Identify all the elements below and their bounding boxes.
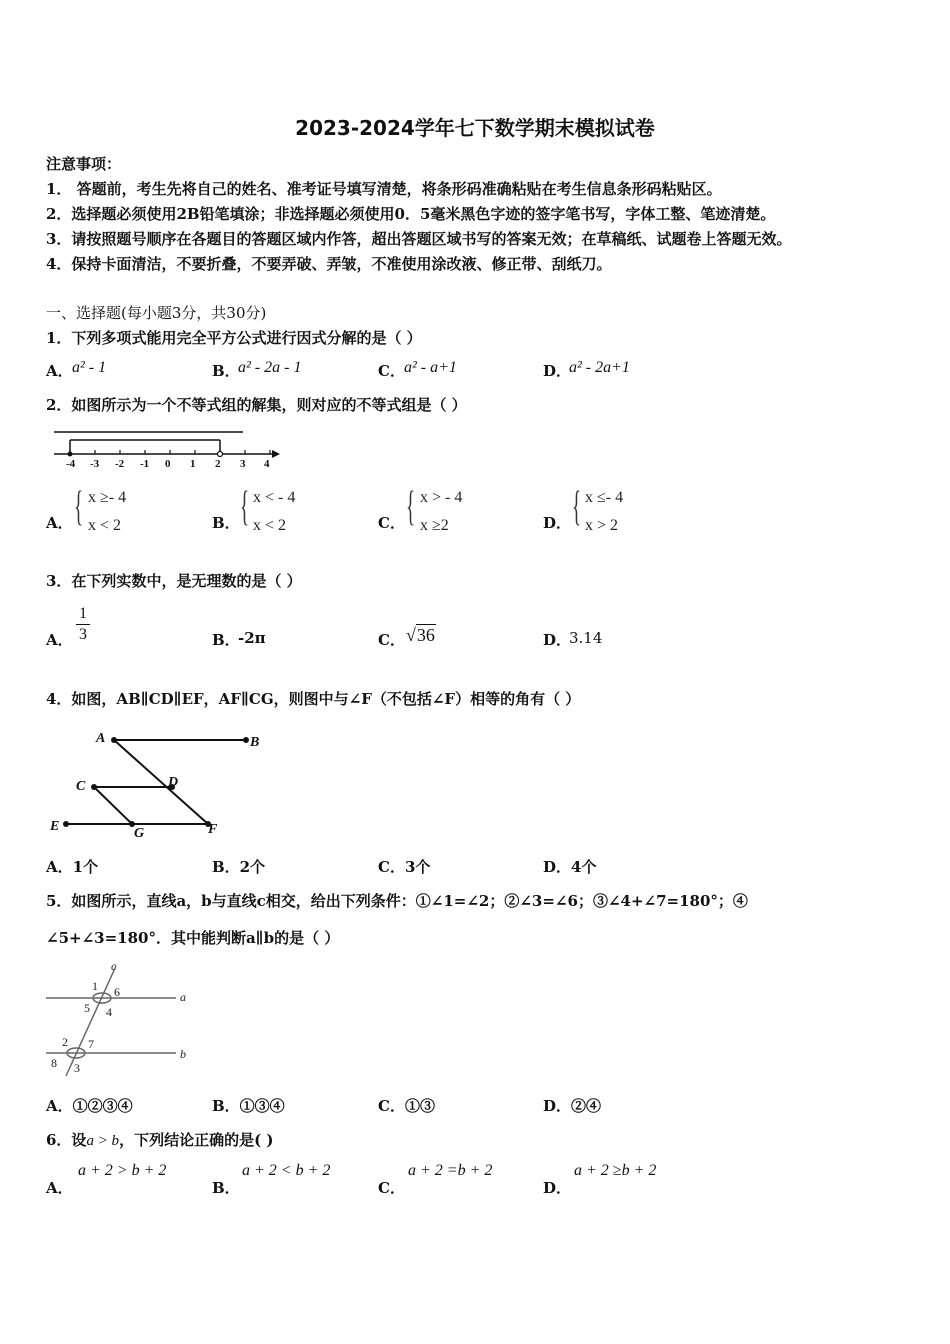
q4-option-c: C．3个	[378, 858, 431, 876]
q1-option-a: a² - 1	[72, 359, 107, 376]
q6-option-d-label: D．	[543, 1179, 572, 1197]
brace-icon: {	[572, 484, 582, 530]
angle-label: 5	[84, 1001, 90, 1015]
angle-label: 4	[106, 1005, 112, 1019]
q6-option-b: a + 2 < b + 2	[242, 1162, 331, 1179]
point-label: B	[250, 735, 260, 750]
q3-option-c-label: C．	[378, 631, 405, 649]
q2-option-b-system	[253, 484, 295, 540]
inequality: x < 2	[253, 517, 287, 534]
point-label: D	[168, 775, 179, 790]
q6-option-c: a + 2 =b + 2	[408, 1162, 493, 1179]
sqrt-icon: √	[406, 625, 416, 645]
q1-option-d: a² - 2a+1	[569, 359, 630, 376]
q1-option-c: a² - a+1	[404, 359, 457, 376]
q4-stem: 4．如图，AB∥CD∥EF，AF∥CG，则图中与∠F（不包括∠F）相等的角有（ ）	[46, 690, 581, 708]
notice-item: 4．保持卡面清洁，不要折叠，不要弄破、弄皱，不准使用涂改液、修正带、刮纸刀。	[46, 255, 612, 273]
tick-label: -3	[90, 458, 100, 470]
q2-option-d-system	[585, 484, 623, 540]
q3-option-d: 3.14	[569, 629, 603, 647]
angle-label: 8	[51, 1056, 57, 1070]
inequality: x < 2	[88, 517, 122, 534]
notice-heading: 注意事项：	[46, 155, 122, 173]
brace-icon: {	[74, 484, 84, 530]
q5-option-c: C．①③	[378, 1097, 435, 1115]
point-label: A	[96, 731, 106, 746]
tick-label: -4	[66, 458, 76, 470]
angle-label: 1	[92, 979, 98, 993]
q4-option-a: A．1个	[46, 858, 99, 876]
q2-option-d-label: D．	[543, 514, 572, 532]
q6-stem	[46, 1129, 273, 1150]
q4-option-b: B．2个	[212, 858, 266, 876]
point-a	[111, 737, 117, 743]
q4-option-d: D．4个	[543, 858, 597, 876]
tick-label: 1	[190, 458, 196, 470]
point-label: C	[76, 779, 86, 794]
notice-item: 3．请按照题号顺序在各题目的答题区域内作答，超出答题区域书写的答案无效；在草稿纸、试题卷上答题无效。	[46, 230, 792, 248]
tick-label: 0	[165, 458, 171, 470]
radicand: 36	[416, 625, 435, 645]
q5-option-d: D．②④	[543, 1097, 602, 1115]
fraction-denominator: 3	[76, 624, 90, 645]
point-e	[63, 821, 69, 827]
point-c	[91, 784, 97, 790]
inequality: x > - 4	[420, 489, 463, 506]
tick-label: -2	[115, 458, 125, 470]
q6-stem-suffix: ，下列结论正确的是( )	[119, 1131, 274, 1149]
inequality: x ≥2	[420, 517, 449, 534]
q6-option-c-label: C．	[378, 1179, 405, 1197]
q6-option-a-label: A．	[46, 1179, 73, 1197]
angle-label: 3	[74, 1061, 80, 1075]
axis-arrow	[272, 450, 280, 458]
q5-stem-line2: ∠5+∠3=180°．其中能判断a∥b的是（ ）	[46, 929, 340, 947]
q2-option-a-system	[88, 484, 126, 540]
segment-cg	[94, 787, 132, 824]
q2-option-c-label: C．	[378, 514, 405, 532]
tick-label: 4	[264, 458, 270, 470]
inequality: x < - 4	[253, 489, 296, 506]
tick-label: -1	[140, 458, 150, 470]
point-2	[218, 452, 223, 457]
q1-option-b: a² - 2a - 1	[238, 359, 302, 376]
q6-stem-math: a > b	[86, 1133, 120, 1149]
q1-option-a-label: A．	[46, 362, 73, 380]
q3-option-d-label: D．	[543, 631, 572, 649]
brace-icon: {	[240, 484, 250, 530]
point-label: E	[50, 819, 60, 834]
inequality: x ≤- 4	[585, 489, 624, 506]
line-label: a	[180, 990, 186, 1004]
point-label: G	[134, 826, 145, 841]
angle-label: 7	[88, 1037, 94, 1051]
transversal-figure	[44, 958, 194, 1078]
q2-stem: 2．如图所示为一个不等式组的解集，则对应的不等式组是（ ）	[46, 396, 467, 414]
parallel-lines-figure	[46, 724, 276, 842]
segment-af	[114, 740, 208, 824]
q3-option-b-label: B．	[212, 631, 240, 649]
q6-stem-prefix: 6．设	[46, 1131, 87, 1149]
angle-label: 2	[62, 1035, 68, 1049]
q3-option-a-label: A．	[46, 631, 73, 649]
line-label: c	[111, 959, 117, 973]
q3-stem: 3．在下列实数中，是无理数的是（ ）	[46, 572, 302, 590]
q2-option-b-label: B．	[212, 514, 240, 532]
q6-option-b-label: B．	[212, 1179, 240, 1197]
q5-option-a: A．①②③④	[46, 1097, 133, 1115]
number-line-figure	[48, 424, 288, 472]
line-label: b	[180, 1047, 186, 1061]
inequality: x ≥- 4	[88, 489, 127, 506]
line-c	[66, 966, 116, 1076]
q6-option-a: a + 2 > b + 2	[78, 1162, 167, 1179]
q1-option-b-label: B．	[212, 362, 240, 380]
q1-option-d-label: D．	[543, 362, 572, 380]
brace-icon: {	[406, 484, 416, 530]
q1-option-c-label: C．	[378, 362, 405, 380]
section-heading: 一、选择题(每小题3分，共30分)	[46, 304, 267, 322]
q6-option-d: a + 2 ≥b + 2	[574, 1162, 657, 1179]
q3-option-b: -2π	[238, 629, 266, 647]
fraction-numerator: 1	[79, 605, 87, 622]
notice-item: 1． 答题前，考生先将自己的姓名、准考证号填写清楚，将条形码准确粘贴在考生信息条形码粘贴区。	[46, 180, 722, 198]
tick-label: 2	[215, 458, 221, 470]
q3-fraction	[76, 604, 90, 645]
q5-stem-line1: 5．如图所示，直线a，b与直线c相交，给出下列条件：①∠1=∠2；②∠3=∠6；③∠4+∠7=180°；④	[46, 892, 748, 910]
angle-label: 6	[114, 985, 120, 999]
q2-option-a-label: A．	[46, 514, 73, 532]
q5-option-b: B．①③④	[212, 1097, 285, 1115]
q2-option-c-system	[420, 484, 462, 540]
point-minus4	[68, 452, 73, 457]
point-label: F	[208, 822, 218, 837]
inequality: x > 2	[585, 517, 619, 534]
q3-option-c	[406, 625, 436, 646]
notice-item: 2．选择题必须使用2B铅笔填涂；非选择题必须使用0．5毫米黑色字迹的签字笔书写，字体工整、笔迹清楚。	[46, 205, 776, 223]
point-b	[243, 737, 249, 743]
page-title: 2023-2024学年七下数学期末模拟试卷	[295, 116, 655, 140]
tick-label: 3	[240, 458, 246, 470]
q1-stem: 1．下列多项式能用完全平方公式进行因式分解的是（ ）	[46, 329, 422, 347]
